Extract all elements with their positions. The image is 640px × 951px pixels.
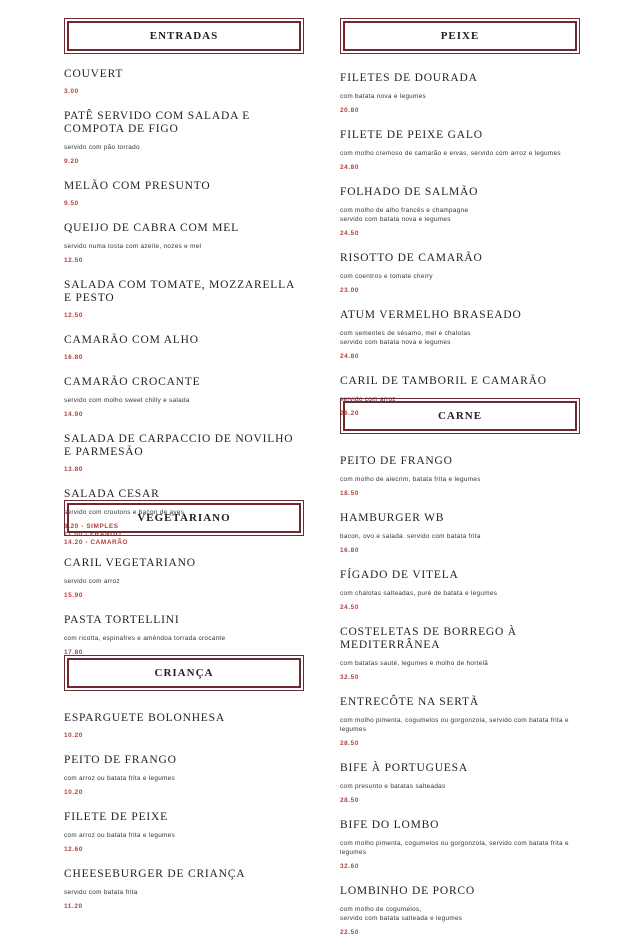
section-title-peixe bbox=[343, 21, 577, 51]
item-price: 15.90 bbox=[64, 592, 83, 599]
item-name: LOMBINHO DE PORCO bbox=[340, 885, 475, 897]
menu-item bbox=[64, 334, 304, 362]
item-description: com coentros e tomate cherry bbox=[340, 273, 433, 280]
menu-item bbox=[64, 712, 304, 740]
item-description: servido com arroz bbox=[64, 578, 120, 585]
item-description: com presunto e batatas salteadas bbox=[340, 783, 446, 790]
menu-item bbox=[64, 110, 304, 166]
item-price: 24.50 bbox=[340, 230, 359, 237]
item-price: 22.50 bbox=[340, 929, 359, 936]
item-description: com molho pimenta, cogumelos ou gorgonzola, servido com batata frita e legumes bbox=[340, 717, 569, 733]
menu-item bbox=[64, 557, 304, 600]
item-name: BIFE DO LOMBO bbox=[340, 819, 440, 831]
menu-item bbox=[340, 309, 580, 361]
item-price: 9.50 bbox=[64, 200, 79, 207]
menu-item bbox=[340, 512, 580, 555]
item-name: ENTRECÔTE NA SERTÃ bbox=[340, 696, 479, 708]
item-description: com ricotta, espinafres e amêndoa torrada crocante bbox=[64, 635, 226, 642]
menu-item bbox=[340, 885, 580, 937]
item-description: com chalotas salteadas, puré de batata e legumes bbox=[340, 590, 498, 597]
item-description: servido numa tosta com azeite, nozes e mel bbox=[64, 243, 202, 250]
item-description: com molho de alho francês e champagne servido com batata nova e legumes bbox=[340, 207, 469, 223]
item-name: FILETE DE PEIXE bbox=[64, 811, 168, 823]
item-price: 24.50 bbox=[340, 604, 359, 611]
item-name: CHEESEBURGER DE CRIANÇA bbox=[64, 868, 246, 880]
section-title-text: PEIXE bbox=[440, 30, 480, 42]
menu-item bbox=[340, 186, 580, 238]
item-name: FÍGADO DE VITELA bbox=[340, 569, 459, 581]
item-name: ESPARGUETE BOLONHESA bbox=[64, 712, 225, 724]
menu-item bbox=[340, 626, 580, 682]
menu-item bbox=[340, 819, 580, 871]
item-name: FILETES DE DOURADA bbox=[340, 72, 478, 84]
section-title-vegetariano bbox=[67, 503, 301, 533]
items-carne bbox=[340, 455, 580, 937]
item-description: com arroz ou batata frita e legumes bbox=[64, 832, 176, 839]
item-price: 3.00 bbox=[64, 88, 79, 95]
item-price: 16.80 bbox=[64, 354, 83, 361]
section-carne bbox=[340, 398, 580, 951]
menu-item bbox=[340, 129, 580, 172]
item-price: 12.60 bbox=[64, 846, 83, 853]
item-name: CARIL VEGETARIANO bbox=[64, 557, 196, 569]
item-price: 12.50 bbox=[64, 312, 83, 319]
item-name: BIFE À PORTUGUESA bbox=[340, 762, 468, 774]
item-name: COUVERT bbox=[64, 68, 124, 80]
item-price: 11.20 bbox=[64, 903, 83, 910]
item-description: servido com molho sweet chilly e salada bbox=[64, 397, 190, 404]
menu-item bbox=[340, 569, 580, 612]
item-price: 32.50 bbox=[340, 674, 359, 681]
item-name: FILETE DE PEIXE GALO bbox=[340, 129, 483, 141]
item-name: COSTELETAS DE BORREGO À MEDITERRÂNEA bbox=[340, 626, 517, 651]
item-price: 20.80 bbox=[340, 107, 359, 114]
item-price: 9.20 bbox=[64, 158, 79, 165]
item-price: 8.20 - SIMPLES 11.00 - FRANGO 14.20 - CAMARÃO bbox=[64, 523, 129, 546]
menu-item bbox=[64, 376, 304, 419]
section-crianca bbox=[64, 655, 304, 925]
menu-item bbox=[340, 455, 580, 498]
items-vegetariano bbox=[64, 557, 304, 657]
item-price: 17.80 bbox=[64, 649, 83, 656]
menu-item bbox=[64, 433, 304, 474]
item-description: bacon, ovo e salada. servido com batata frita bbox=[340, 533, 481, 540]
menu-item bbox=[340, 762, 580, 805]
item-description: com sementes de sésamo, mel e chalotas servido com batata nova e legumes bbox=[340, 330, 471, 346]
item-description: com batatas sauté, legumes e molho de hortelã bbox=[340, 660, 489, 667]
item-price: 14.90 bbox=[64, 411, 83, 418]
item-description: com molho pimenta, cogumelos ou gorgonzola, servido com batata frita e legumes bbox=[340, 840, 569, 856]
item-name: FOLHADO DE SALMÃO bbox=[340, 186, 479, 198]
section-entradas bbox=[64, 18, 304, 561]
item-name: HAMBURGER WB bbox=[340, 512, 445, 524]
item-description: servido com croutons e bacon de aves bbox=[64, 509, 185, 516]
item-description: servido com pão torrado bbox=[64, 144, 140, 151]
item-price: 16.80 bbox=[340, 547, 359, 554]
item-name: PATÊ SERVIDO COM SALADA E COMPOTA DE FIGO bbox=[64, 110, 251, 135]
section-peixe bbox=[340, 18, 580, 432]
item-name: CAMARÃO COM ALHO bbox=[64, 334, 199, 346]
section-title-carne bbox=[343, 401, 577, 431]
item-name: QUEIJO DE CABRA COM MEL bbox=[64, 222, 239, 234]
item-name: PASTA TORTELLINI bbox=[64, 614, 180, 626]
items-peixe bbox=[340, 72, 580, 418]
items-crianca bbox=[64, 712, 304, 911]
item-name: SALADA CESAR bbox=[64, 488, 160, 500]
item-name: CARIL DE TAMBORIL E CAMARÃO bbox=[340, 375, 547, 387]
menu-item bbox=[340, 252, 580, 295]
menu-item bbox=[340, 696, 580, 748]
menu-item bbox=[340, 72, 580, 115]
item-price: 32.60 bbox=[340, 863, 359, 870]
item-price: 18.50 bbox=[340, 490, 359, 497]
item-price: 24.80 bbox=[340, 164, 359, 171]
item-description: com batata nova e legumes bbox=[340, 93, 427, 100]
menu-item bbox=[64, 222, 304, 265]
item-description: com molho cremoso de camarão e ervas, servido com arroz e legumes bbox=[340, 150, 561, 157]
item-description: com molho de cogumelos, servido com batata salteada e legumes bbox=[340, 906, 463, 922]
item-name: CAMARÃO CROCANTE bbox=[64, 376, 201, 388]
menu-item bbox=[64, 614, 304, 657]
menu-item bbox=[64, 811, 304, 854]
section-title-text: CRIANÇA bbox=[154, 667, 214, 679]
section-title-entradas bbox=[67, 21, 301, 51]
menu-item bbox=[64, 279, 304, 320]
item-price: 24.80 bbox=[340, 353, 359, 360]
item-name: PEITO DE FRANGO bbox=[340, 455, 453, 467]
item-price: 23.00 bbox=[340, 287, 359, 294]
item-description: com molho de alecrim, batata frita e legumes bbox=[340, 476, 481, 483]
section-title-text: ENTRADAS bbox=[149, 30, 219, 42]
item-price: 10.20 bbox=[64, 732, 83, 739]
item-name: SALADA COM TOMATE, MOZZARELLA E PESTO bbox=[64, 279, 295, 304]
items-entradas bbox=[64, 68, 304, 547]
item-name: ATUM VERMELHO BRASEADO bbox=[340, 309, 522, 321]
menu-item bbox=[64, 754, 304, 797]
item-price: 13.80 bbox=[64, 466, 83, 473]
menu-item bbox=[64, 68, 304, 96]
menu-item bbox=[64, 180, 304, 208]
item-name: PEITO DE FRANGO bbox=[64, 754, 177, 766]
section-title-text: CARNE bbox=[437, 410, 483, 422]
item-name: SALADA DE CARPACCIO DE NOVILHO E PARMESÃO bbox=[64, 433, 294, 458]
section-vegetariano bbox=[64, 500, 304, 671]
item-name: RISOTTO DE CAMARÃO bbox=[340, 252, 483, 264]
item-description: com arroz ou batata frita e legumes bbox=[64, 775, 176, 782]
item-price: 10.20 bbox=[64, 789, 83, 796]
section-title-text: VEGETARIANO bbox=[137, 512, 231, 524]
item-description: servido com batata frita bbox=[64, 889, 138, 896]
item-price: 12.50 bbox=[64, 257, 83, 264]
item-price: 28.50 bbox=[340, 740, 359, 747]
section-title-crianca bbox=[67, 658, 301, 688]
item-price: 28.50 bbox=[340, 797, 359, 804]
item-price: 26.20 bbox=[340, 410, 359, 417]
item-name: MELÃO COM PRESUNTO bbox=[64, 180, 211, 192]
item-description: servido com arroz bbox=[340, 396, 396, 403]
